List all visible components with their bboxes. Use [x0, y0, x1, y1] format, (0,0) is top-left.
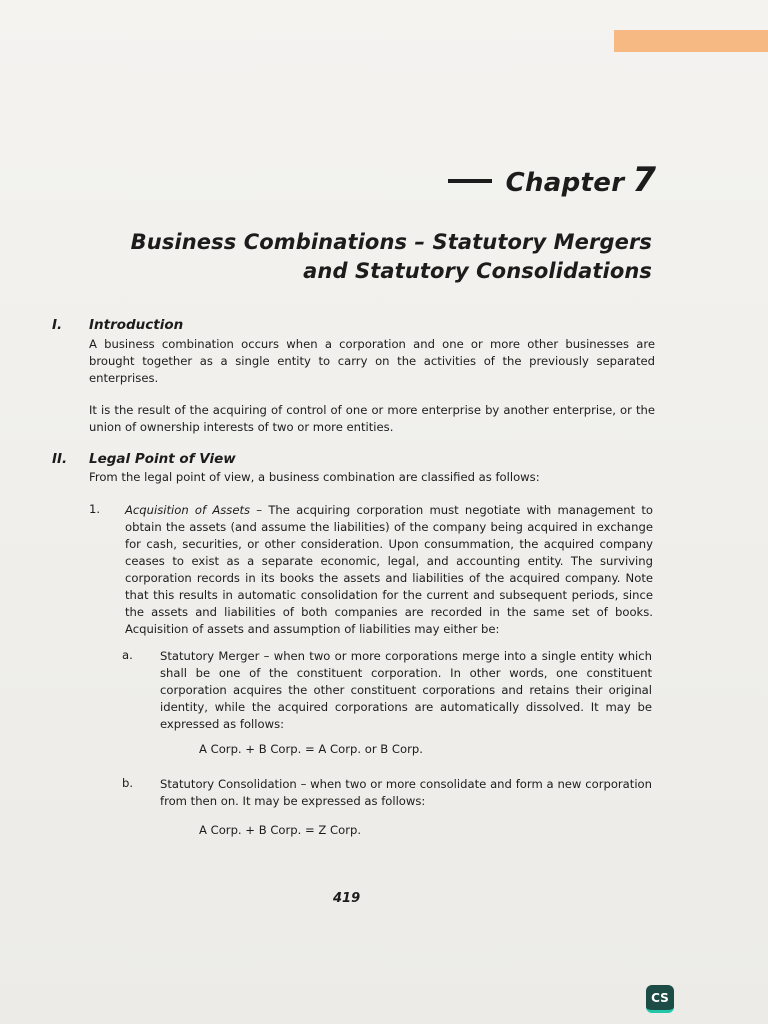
section-paragraph: It is the result of the acquiring of control of one or more enterprise by another enterprise, or the union of ownership interests of two or more entities. [89, 403, 655, 434]
formula: A Corp. + B Corp. = A Corp. or B Corp. [199, 742, 423, 756]
list-item-body: – The acquiring corporation must negotiate with management to obtain the assets (and assume the liabilities) of the company being acquired in exchange for cash, securities, or other consideration. Upon consummation, the acquired company ceases to exist as a separate economic, legal, and accounting entity. The surviving corporation records in its books the assets and liabilities of the acquired company. Note that this results in automatic consolidation for the current and subsequent periods, since the assets and liabilities of both companies are recorded in the same set of books. Acquisition of assets and assumption of liabilities may either be: [125, 503, 653, 636]
section-paragraph: A business combination occurs when a corporation and one or more other businesses are brought together as a single entity to carry on the activities of the previously separated enterprises. [89, 337, 655, 385]
subitem-letter: b. [122, 776, 134, 790]
subitem-letter: a. [122, 648, 133, 662]
section-title: Legal Point of View [89, 451, 236, 467]
list-item-number: 1. [89, 502, 101, 516]
page-number: 419 [333, 891, 361, 906]
chapter-title [92, 228, 652, 286]
subitem-text: Statutory Merger – when two or more corporations merge into a single entity which shall be one of the constituent corporation. In other words, one constituent corporation acquires the other constituent corporations and retains their original identity, while the acquired corporations are automatically dissolved. It may be expressed as follows: [160, 649, 652, 731]
camscanner-logo-icon [646, 985, 674, 1013]
section-number: I. [52, 317, 63, 333]
list-item-lead: Acquisition of Assets [125, 503, 251, 517]
chapter-title-line1: Business Combinations – Statutory Mergers [130, 230, 652, 254]
chapter-heading [448, 160, 656, 200]
list-item-text [125, 502, 653, 638]
section-number: II. [52, 451, 68, 467]
badge-text: CS [651, 990, 669, 1005]
chapter-tab-marker [614, 30, 768, 52]
chapter-number: 7 [632, 160, 656, 200]
formula: A Corp. + B Corp. = Z Corp. [199, 823, 362, 837]
section-title: Introduction [89, 317, 184, 333]
section-intro: From the legal point of view, a business combination are classified as follows: [89, 470, 540, 484]
chapter-label: Chapter [505, 168, 625, 198]
chapter-title-line2: and Statutory Consolidations [303, 259, 652, 283]
subitem-text: Statutory Consolidation – when two or more consolidate and form a new corporation from then on. It may be expressed as follows: [160, 777, 652, 808]
chapter-dash [448, 179, 492, 183]
